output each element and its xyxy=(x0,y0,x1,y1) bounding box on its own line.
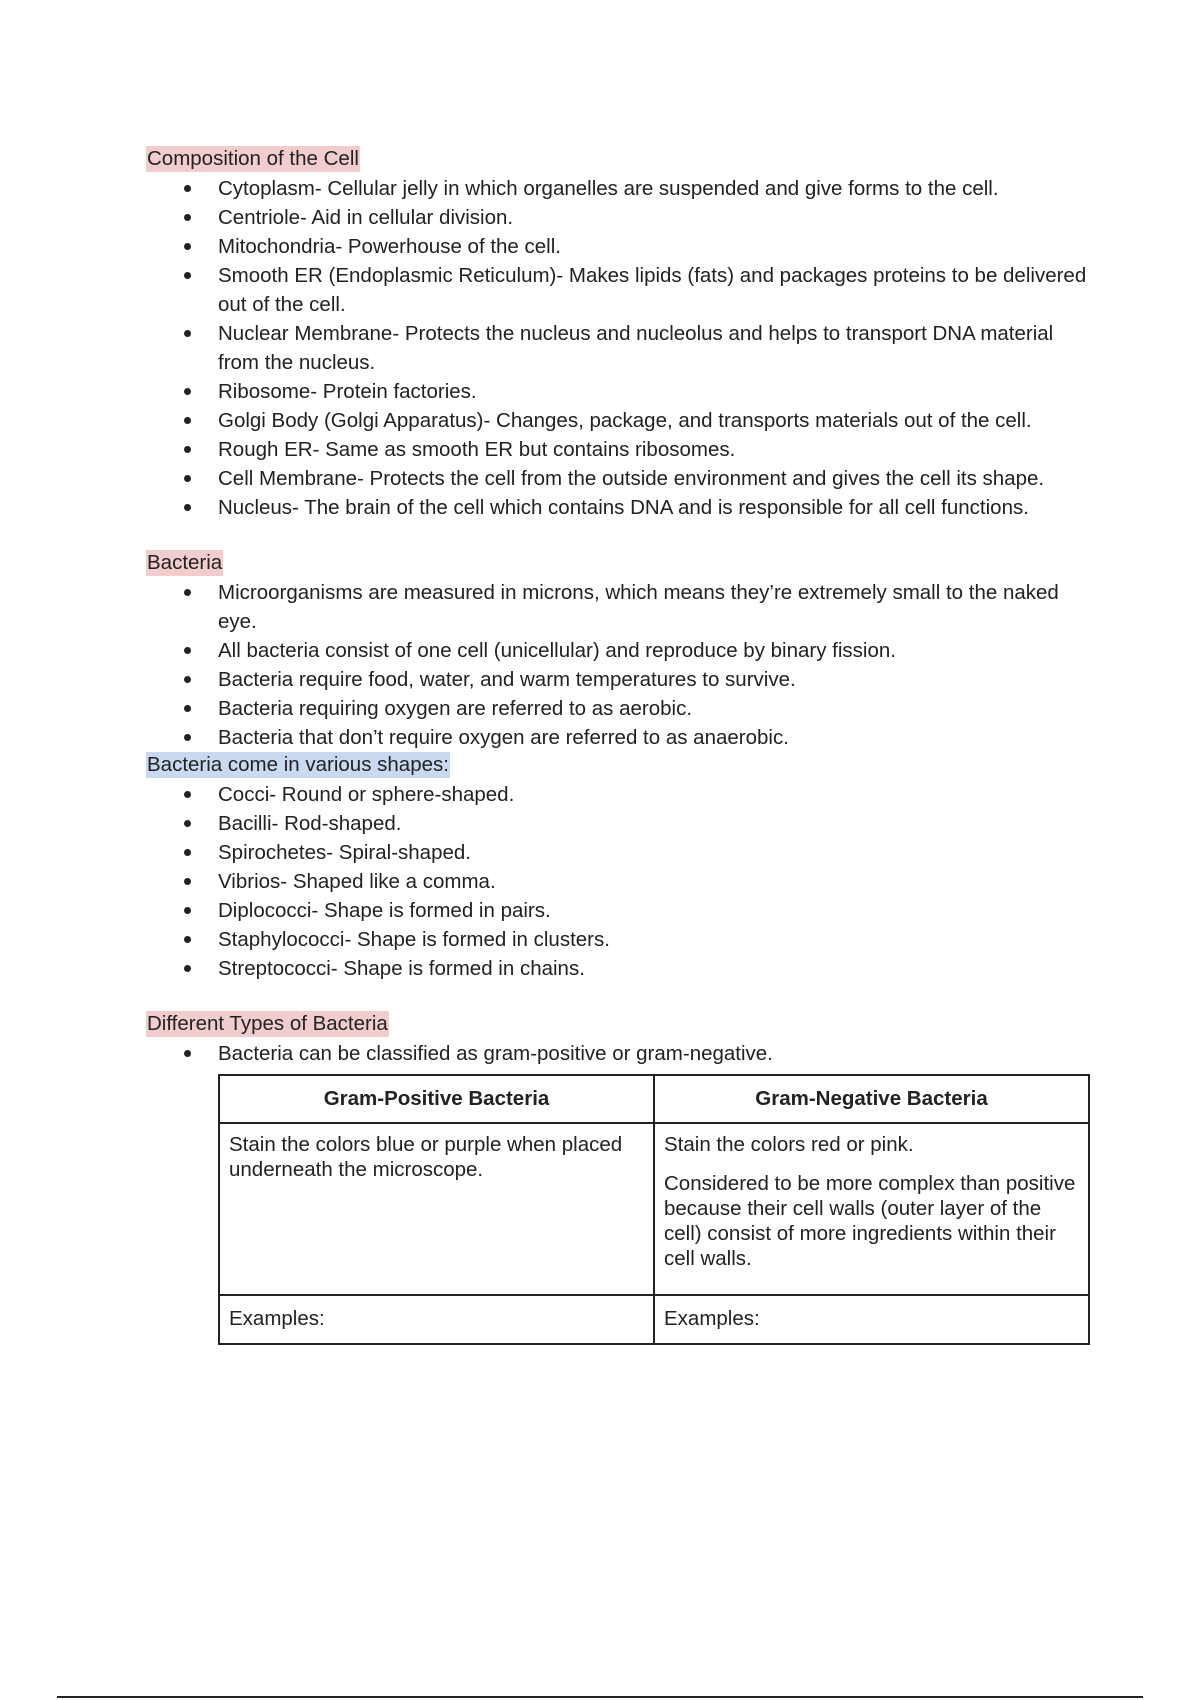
list-item: Bacteria can be classified as gram-positive or gram-negative. xyxy=(146,1039,1096,1068)
list-item: Bacteria that don’t require oxygen are referred to as anaerobic. xyxy=(146,723,1096,752)
section-composition xyxy=(146,146,1096,522)
list-item: Mitochondria- Powerhouse of the cell. xyxy=(146,232,1096,261)
list-item: Cytoplasm- Cellular jelly in which organelles are suspended and give forms to the cell. xyxy=(146,174,1096,203)
list-item: Nuclear Membrane- Protects the nucleus and nucleolus and helps to transport DNA material from the nucleus. xyxy=(146,319,1096,377)
gram-positive-examples: Examples: xyxy=(219,1295,654,1344)
table-row xyxy=(219,1295,1089,1344)
list-item: Bacteria requiring oxygen are referred to as aerobic. xyxy=(146,694,1096,723)
composition-heading: Composition of the Cell xyxy=(147,147,359,170)
list-item: Vibrios- Shaped like a comma. xyxy=(146,867,1096,896)
shapes-list xyxy=(146,780,1096,983)
gram-table xyxy=(218,1074,1090,1345)
list-item: Streptococci- Shape is formed in chains. xyxy=(146,954,1096,983)
list-item: Bacteria require food, water, and warm temperatures to survive. xyxy=(146,665,1096,694)
list-item: All bacteria consist of one cell (unicellular) and reproduce by binary fission. xyxy=(146,636,1096,665)
gram-negative-header: Gram-Negative Bacteria xyxy=(654,1075,1089,1123)
list-item: Cell Membrane- Protects the cell from the outside environment and gives the cell its shape. xyxy=(146,464,1096,493)
list-item: Spirochetes- Spiral-shaped. xyxy=(146,838,1096,867)
types-heading: Different Types of Bacteria xyxy=(147,1012,388,1035)
section-bacteria xyxy=(146,550,1096,752)
spacer xyxy=(146,983,1096,1011)
list-item: Ribosome- Protein factories. xyxy=(146,377,1096,406)
list-item: Golgi Body (Golgi Apparatus)- Changes, package, and transports materials out of the cell. xyxy=(146,406,1096,435)
list-item: Cocci- Round or sphere-shaped. xyxy=(146,780,1096,809)
bacteria-heading: Bacteria xyxy=(147,551,223,574)
list-item: Microorganisms are measured in microns, which means they’re extremely small to the naked eye. xyxy=(146,578,1096,636)
list-item: Bacilli- Rod-shaped. xyxy=(146,809,1096,838)
document-page xyxy=(146,146,1096,1345)
list-item: Smooth ER (Endoplasmic Reticulum)- Makes lipids (fats) and packages proteins to be delivered out of the cell. xyxy=(146,261,1096,319)
list-item: Nucleus- The brain of the cell which contains DNA and is responsible for all cell functions. xyxy=(146,493,1096,522)
gram-negative-description-2: Considered to be more complex than positive because their cell walls (outer layer of the cell) consist of more ingredients within their cell walls. xyxy=(664,1172,1076,1270)
gram-negative-cell xyxy=(654,1123,1089,1295)
list-item: Rough ER- Same as smooth ER but contains ribosomes. xyxy=(146,435,1096,464)
list-item: Centriole- Aid in cellular division. xyxy=(146,203,1096,232)
bacteria-list xyxy=(146,578,1096,752)
types-list xyxy=(146,1039,1096,1068)
gram-positive-description: Stain the colors blue or purple when placed underneath the microscope. xyxy=(229,1133,623,1181)
gram-positive-cell xyxy=(219,1123,654,1295)
spacer xyxy=(146,522,1096,550)
table-header-row xyxy=(219,1075,1089,1123)
gram-negative-examples: Examples: xyxy=(654,1295,1089,1344)
list-item: Staphylococci- Shape is formed in clusters. xyxy=(146,925,1096,954)
shapes-heading: Bacteria come in various shapes: xyxy=(147,753,449,776)
gram-positive-header: Gram-Positive Bacteria xyxy=(219,1075,654,1123)
list-item: Diplococci- Shape is formed in pairs. xyxy=(146,896,1096,925)
footer-divider xyxy=(57,1696,1143,1698)
composition-list xyxy=(146,174,1096,522)
gram-negative-description-1: Stain the colors red or pink. xyxy=(664,1133,914,1156)
section-types xyxy=(146,1011,1096,1345)
section-shapes xyxy=(146,752,1096,983)
table-row xyxy=(219,1123,1089,1295)
